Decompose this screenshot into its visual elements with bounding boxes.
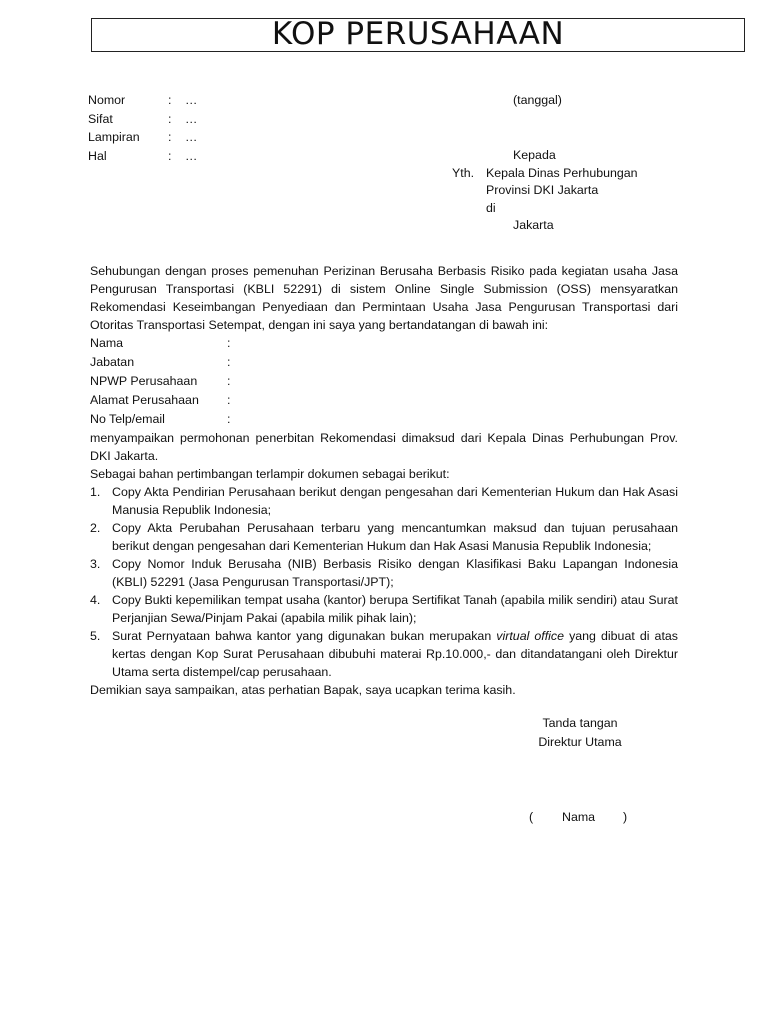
request-paragraph: menyampaikan permohonan penerbitan Rekomendasi dimaksud dari Kepala Dinas Perhubungan Prov. DKI Jakarta. (90, 431, 678, 463)
field-nama: Nama : (90, 336, 231, 350)
list-item: 1. Copy Akta Pendirian Perusahaan berikut dengan pengesahan dari Kementerian Hukum dan Hak Asasi Manusia Republik Indonesia; (90, 485, 678, 517)
field-alamat: Alamat Perusahaan : (90, 393, 231, 407)
letter-meta (88, 91, 197, 165)
signature-block (500, 714, 660, 752)
field-jabatan: Jabatan : (90, 355, 231, 369)
list-item: 3. Copy Nomor Induk Berusaha (NIB) Berbasis Risiko dengan Klasifikasi Baku Lapangan Indonesia (KBLI) 52291 (Jasa Pengurusan Transportasi/JPT); (90, 557, 678, 589)
letter-date: (tanggal) (513, 93, 562, 107)
recipient-kepada: Kepada (513, 148, 556, 162)
recipient-city: Jakarta (513, 218, 554, 232)
recipient-di: di (486, 200, 496, 215)
list-item: 5. Surat Pernyataan bahwa kantor yang digunakan bukan merupakan virtual office yang dibuat di atas kertas dengan Kop Surat Perusahaan dibubuhi materai Rp.10.000,- dan ditandatangani oleh Direktur Utama serta distempel/cap perusahaan. (90, 629, 678, 679)
signature-line2: Direktur Utama (538, 735, 622, 749)
applicant-fields (90, 334, 678, 429)
field-telp: No Telp/email : (90, 412, 231, 426)
meta-sifat: Sifat : … (88, 111, 198, 126)
meta-nomor: Nomor : … (88, 93, 198, 107)
attachments-intro: Sebagai bahan pertimbangan terlampir dokumen sebagai berikut: (90, 467, 450, 481)
list-item: 4. Copy Bukti kepemilikan tempat usaha (kantor) berupa Sertifikat Tanah (apabila milik sendiri) atau Surat Perjanjian Sewa/Pinjam Pakai (apabila milik pihak lain); (90, 593, 678, 625)
list-item: 2. Copy Akta Perubahan Perusahaan terbaru yang mencantumkan maksud dan tujuan perusahaan berikut dengan pengesahan dari Kementerian Hukum dan Hak Asasi Manusia Republik Indonesia; (90, 521, 678, 553)
field-npwp: NPWP Perusahaan : (90, 374, 231, 388)
intro-paragraph: Sehubungan dengan proses pemenuhan Perizinan Berusaha Berbasis Risiko pada kegiatan usaha Jasa Pengurusan Transportasi (KBLI 52291) di sistem Online Single Submission (OSS) mensyaratkan Rekomendasi Keseimbangan Penyediaan dan Permintaan Usaha Jasa Pengurusan Transportasi dari Otoritas Transportasi Setempat, dengan ini saya yang bertandatangan di bawah ini: (90, 264, 678, 332)
italic-term: virtual office (496, 629, 565, 643)
signature-name: ( Nama ) (529, 810, 628, 824)
meta-lampiran: Lampiran : … (88, 130, 198, 144)
recipient-line2: Provinsi DKI Jakarta (486, 183, 599, 197)
recipient-block (452, 146, 638, 234)
letterhead-title: KOP PERUSAHAAN (91, 18, 745, 52)
attachments-list (90, 483, 678, 681)
signature-line1: Tanda tangan (542, 716, 618, 730)
meta-hal: Hal : … (88, 148, 198, 163)
recipient-line1: Yth. Kepala Dinas Perhubungan (452, 165, 638, 180)
letter-body (90, 262, 678, 699)
closing-paragraph: Demikian saya sampaikan, atas perhatian Bapak, saya ucapkan terima kasih. (90, 683, 516, 697)
